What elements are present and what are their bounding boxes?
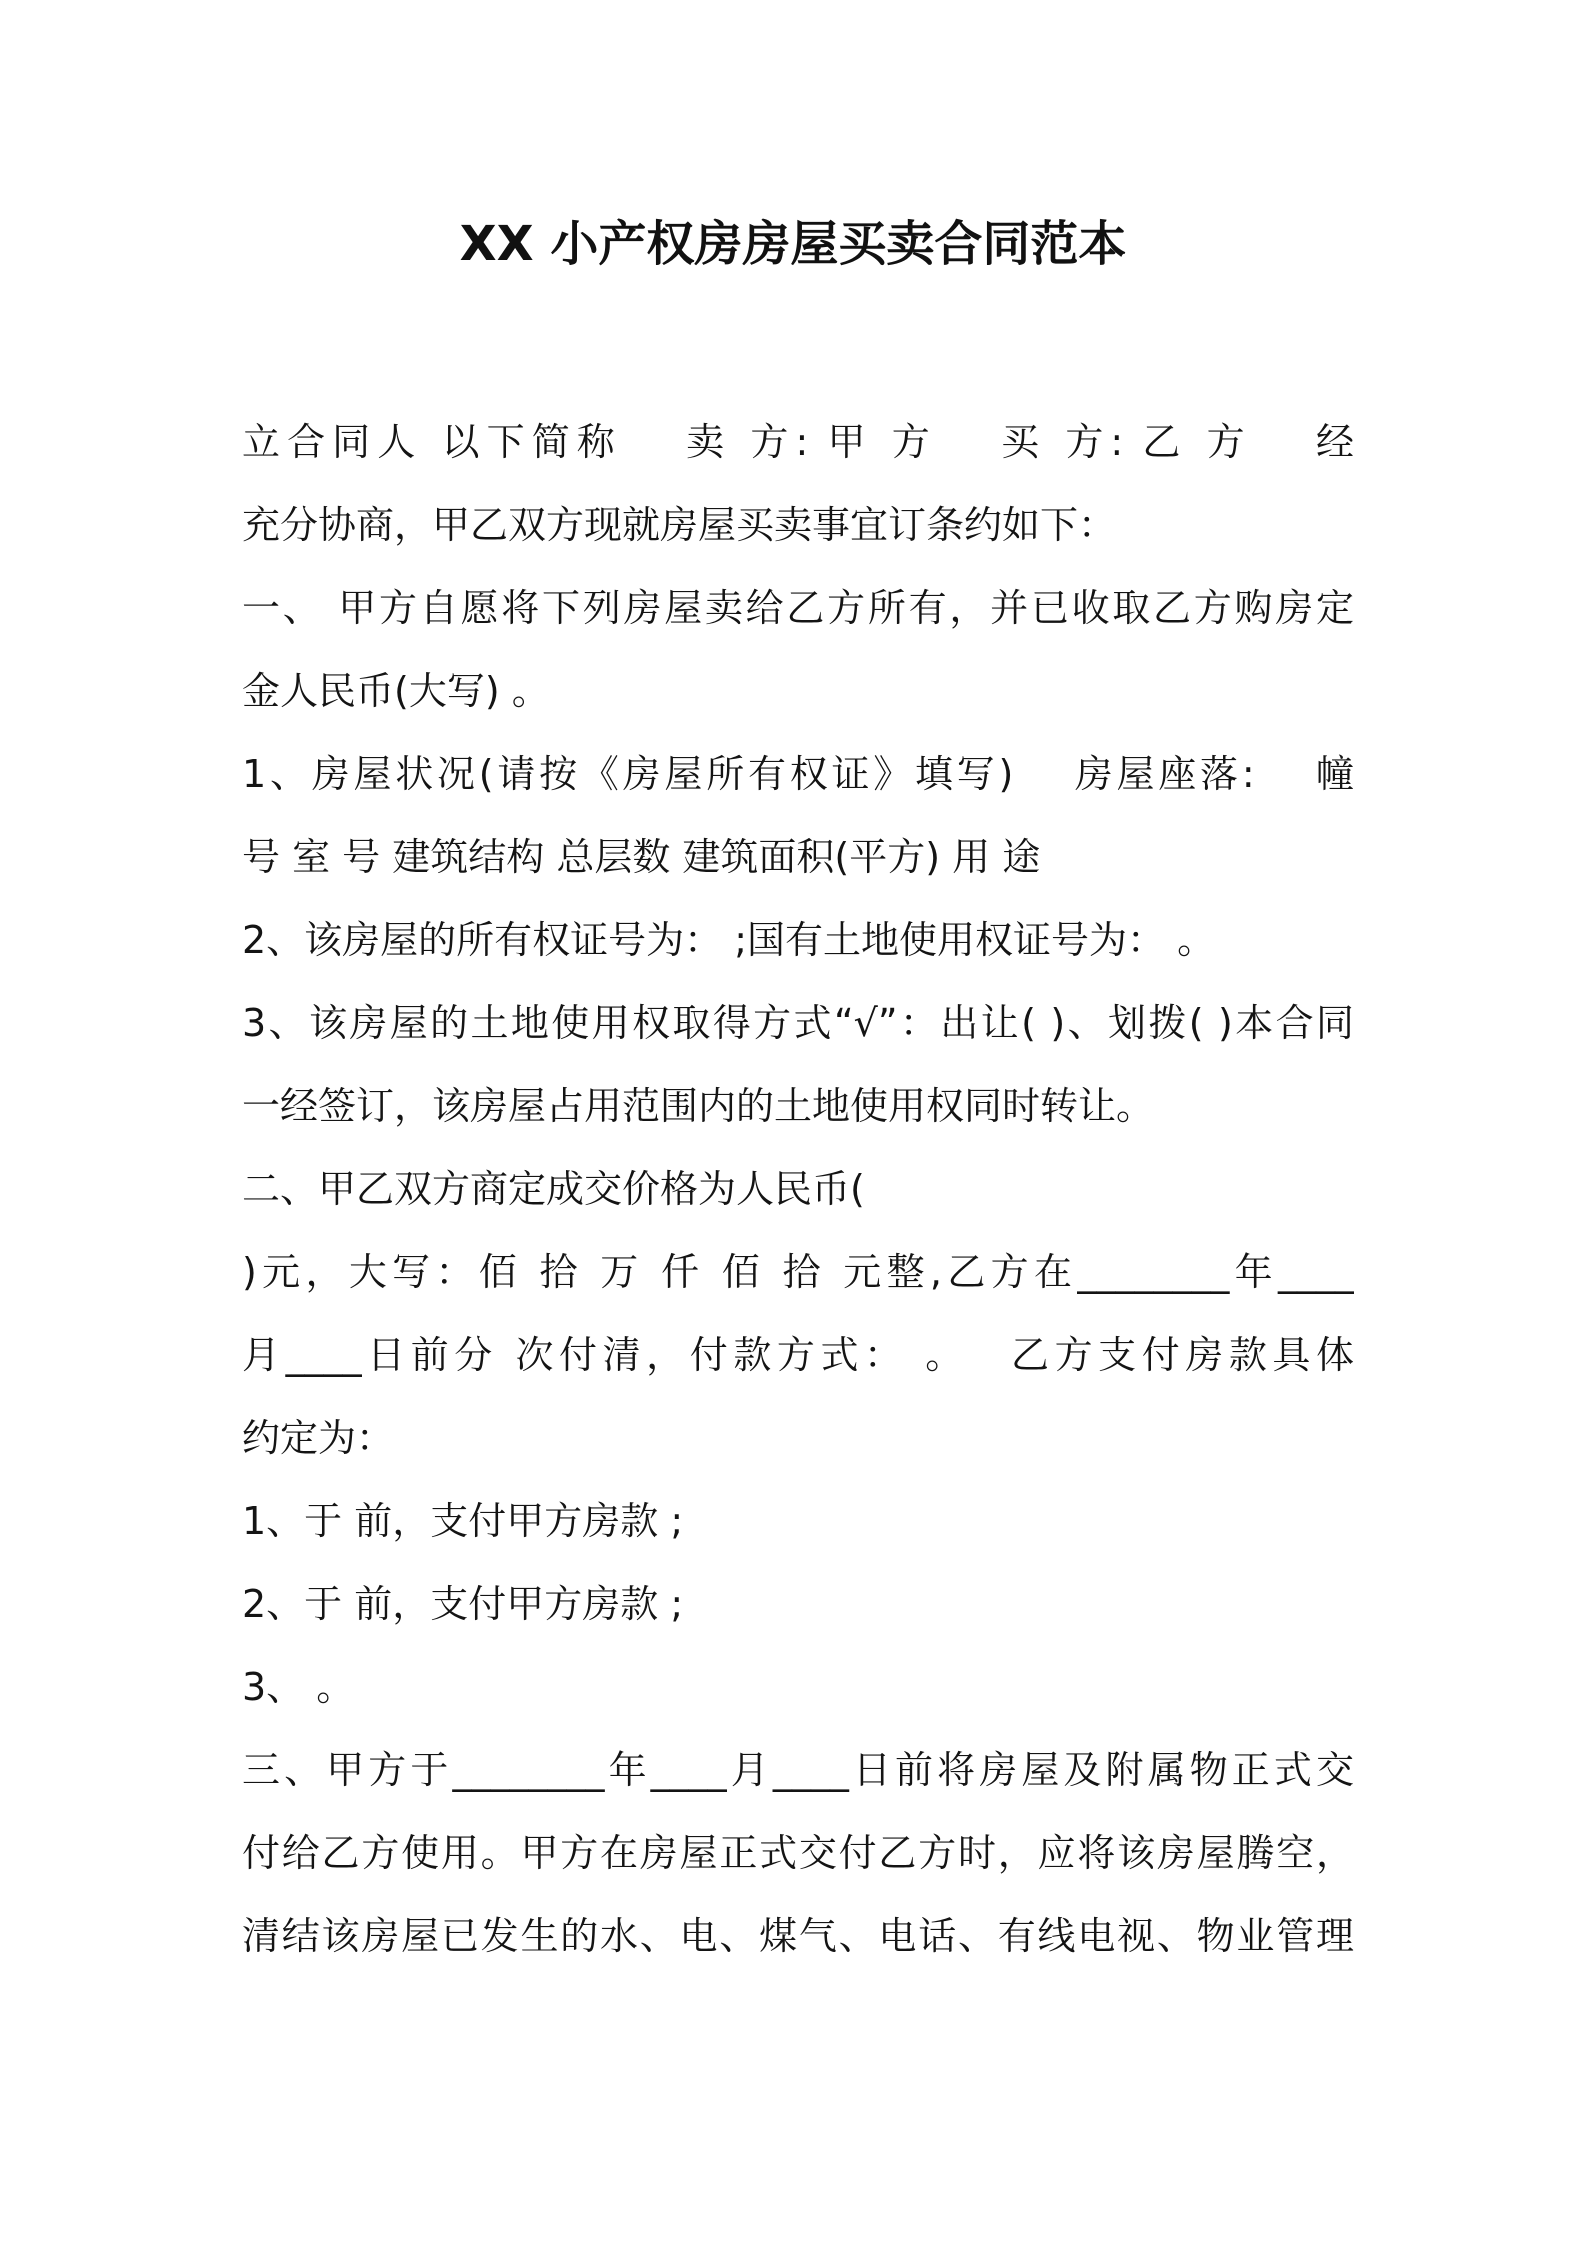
- text-line: )元，大写：佰 拾 万 仟 佰 拾 元整,乙方在________年____: [242, 1250, 1354, 1294]
- text-line: 付给乙方使用。甲方在房屋正式交付乙方时，应将该房屋腾空，: [242, 1831, 1354, 1875]
- text-line: 二、甲乙双方商定成交价格为人民币(: [242, 1167, 865, 1211]
- text-line: 充分协商，甲乙双方现就房屋买卖事宜订条约如下：: [242, 503, 1117, 547]
- text-line: 一经签订，该房屋占用范围内的土地使用权同时转让。: [242, 1084, 1155, 1128]
- text-line: 3、 。: [242, 1665, 355, 1709]
- text-line: 立合同人 以下简称 卖 方: 甲 方 买 方: 乙 方 经: [242, 420, 1354, 464]
- text-line: 月____日前分 次付清，付款方式： 。 乙方支付房款具体: [242, 1333, 1354, 1377]
- text-line: 1、房屋状况(请按《房屋所有权证》填写) 房屋座落: 幢: [242, 752, 1354, 796]
- document-body: [242, 401, 1354, 1978]
- text-line: 三、甲方于________年____月____日前将房屋及附属物正式交: [242, 1748, 1354, 1792]
- text-line: 2、该房屋的所有权证号为： ;国有土地使用权证号为： 。: [242, 918, 1216, 962]
- text-line: 约定为：: [242, 1416, 395, 1460]
- text-line: 清结该房屋已发生的水、电、煤气、电话、有线电视、物业管理: [242, 1914, 1354, 1958]
- text-line: 1、于 前，支付甲方房款 ;: [242, 1499, 684, 1543]
- text-line: 2、于 前，支付甲方房款 ;: [242, 1582, 684, 1626]
- text-line: 3、该房屋的土地使用权取得方式“√”：出让( )、划拨( )本合同: [242, 1001, 1354, 1045]
- text-line: 金人民币(大写) 。: [242, 669, 550, 713]
- document-title: XX 小产权房房屋买卖合同范本: [459, 216, 1127, 272]
- text-line: 一、 甲方自愿将下列房屋卖给乙方所有，并已收取乙方购房定: [242, 586, 1354, 630]
- text-line: 号 室 号 建筑结构 总层数 建筑面积(平方) 用 途: [242, 835, 1041, 879]
